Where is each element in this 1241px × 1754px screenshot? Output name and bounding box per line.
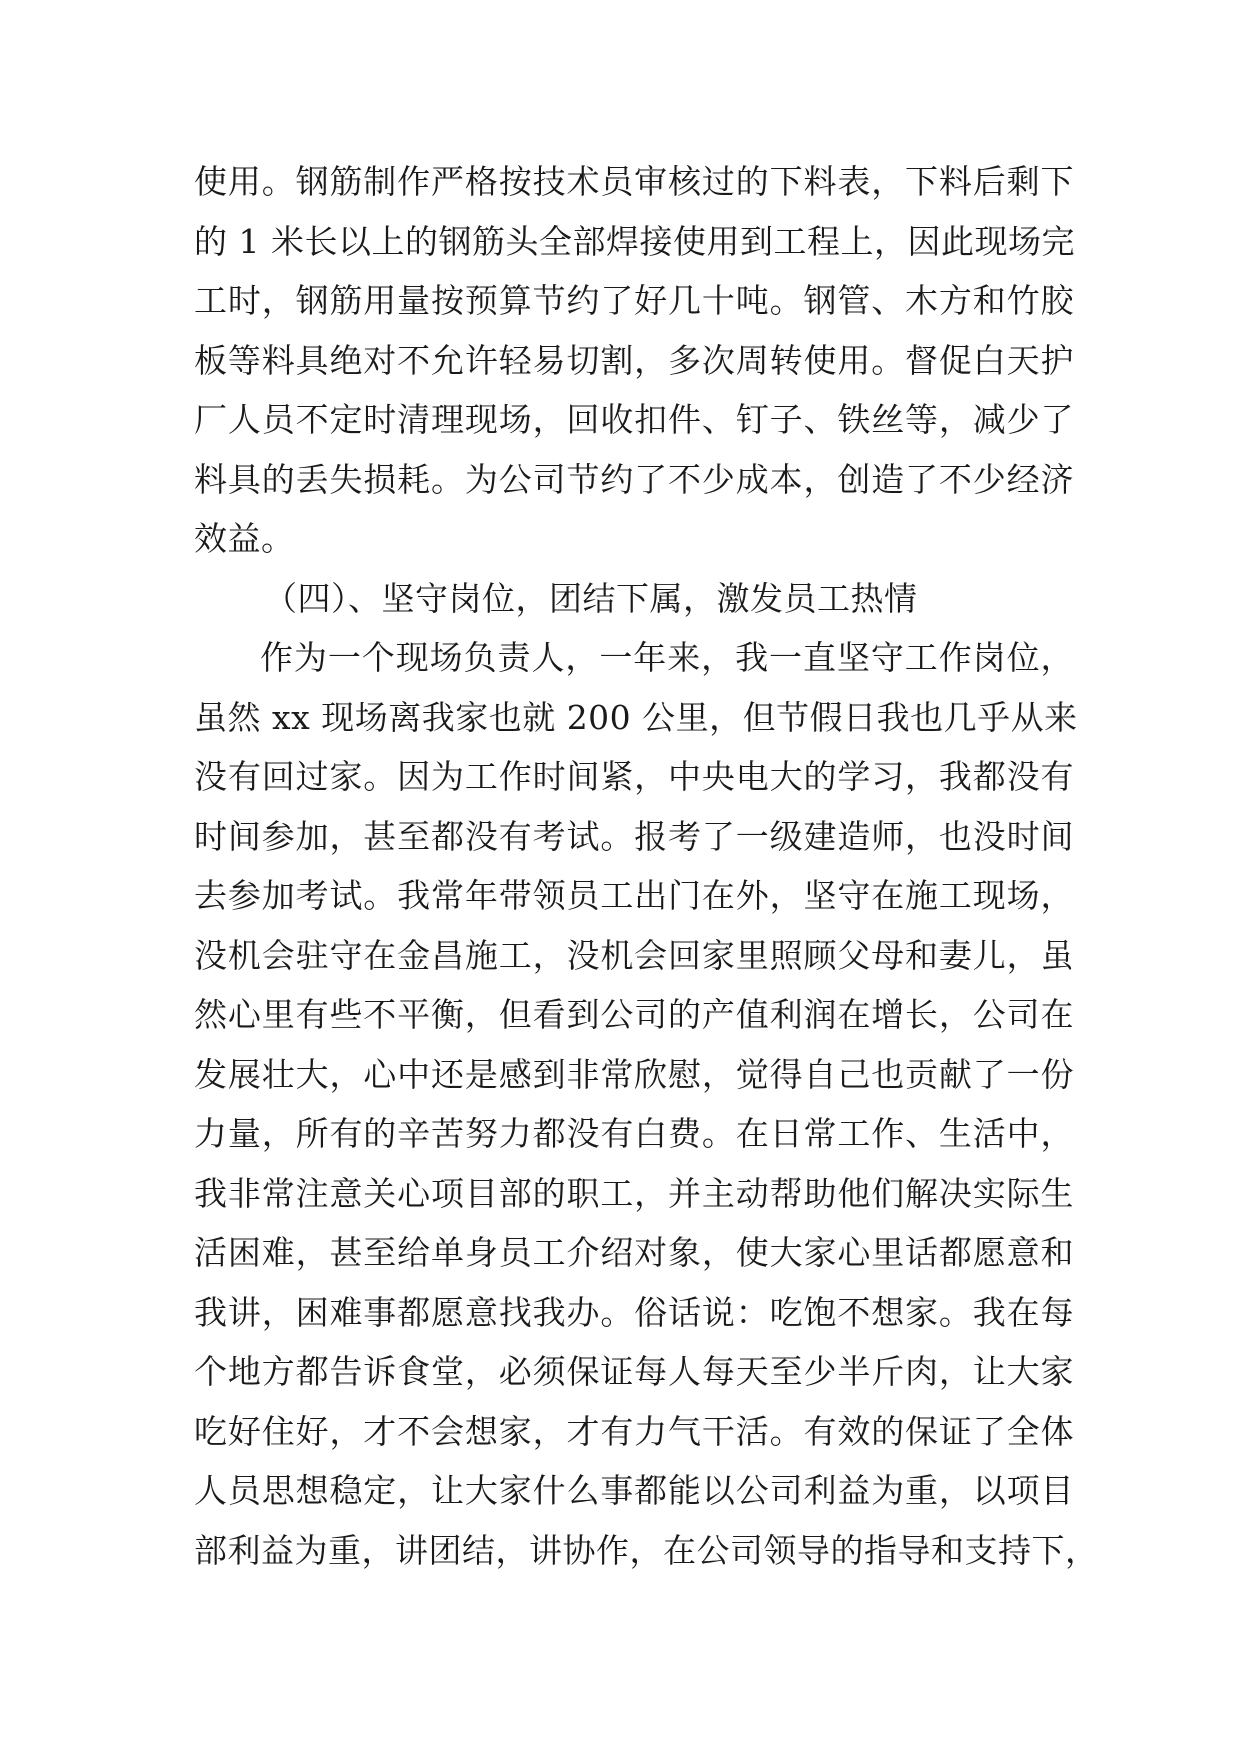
text-line: 板等料具绝对不允许轻易切割，多次周转使用。督促白天护 [194,340,1074,380]
text-line: 我非常注意关心项目部的职工，并主动帮助他们解决实际生 [194,1173,1074,1213]
text-line: 发展壮大，心中还是感到非常欣慰，觉得自己也贡献了一份 [194,1054,1074,1094]
text-line: 人员思想稳定，让大家什么事都能以公司利益为重，以项目 [194,1471,1074,1510]
text-line: 作为一个现场负责人，一年来，我一直坚守工作岗位， [260,638,1074,677]
text-line: 我讲，困难事都愿意找我办。俗话说：吃饱不想家。我在每 [194,1292,1074,1332]
text-line: 活困难，甚至给单身员工介绍对象，使大家心里话都愿意和 [194,1233,1074,1272]
paragraph-cost-saving [194,152,1074,569]
section-heading: （四）、坚守岗位，团结下属，激发员工热情 [264,578,918,618]
text-line: 厂人员不定时清理现场，回收扣件、钉子、铁丝等，减少了 [194,400,1074,439]
text-line: 力量，所有的辛苦努力都没有白费。在日常工作、生活中， [194,1114,1074,1153]
text-line: 然心里有些不平衡，但看到公司的产值利润在增长，公司在 [194,995,1074,1034]
text-line: 的 1 米长以上的钢筋头全部焊接使用到工程上，因此现场完 [194,221,1075,261]
text-line: 没机会驻守在金昌施工，没机会回家里照顾父母和妻儿，虽 [194,935,1074,975]
text-line: 部利益为重，讲团结，讲协作，在公司领导的指导和支持下， [194,1530,1099,1570]
paragraph-stick-to-post [194,628,1099,1580]
text-line: 去参加考试。我常年带领员工出门在外，坚守在施工现场， [194,876,1074,915]
text-line: 效益。 [194,519,295,558]
text-line: 吃好住好，才不会想家，才有力气干活。有效的保证了全体 [194,1411,1074,1451]
document-body [194,152,1099,1580]
text-line: 虽然 xx 现场离我家也就 200 公里，但节假日我也几乎从来 [194,697,1078,737]
text-line: 没有回过家。因为工作时间紧，中央电大的学习，我都没有 [194,757,1074,796]
text-line: 工时，钢筋用量按预算节约了好几十吨。钢管、木方和竹胶 [194,281,1074,320]
text-line: 料具的丢失损耗。为公司节约了不少成本，创造了不少经济 [194,459,1074,499]
text-line: 使用。钢筋制作严格按技术员审核过的下料表，下料后剩下 [194,162,1074,201]
text-line: 个地方都告诉食堂，必须保证每人每天至少半斤肉，让大家 [194,1352,1074,1391]
text-line: 时间参加，甚至都没有考试。报考了一级建造师，也没时间 [194,816,1074,856]
